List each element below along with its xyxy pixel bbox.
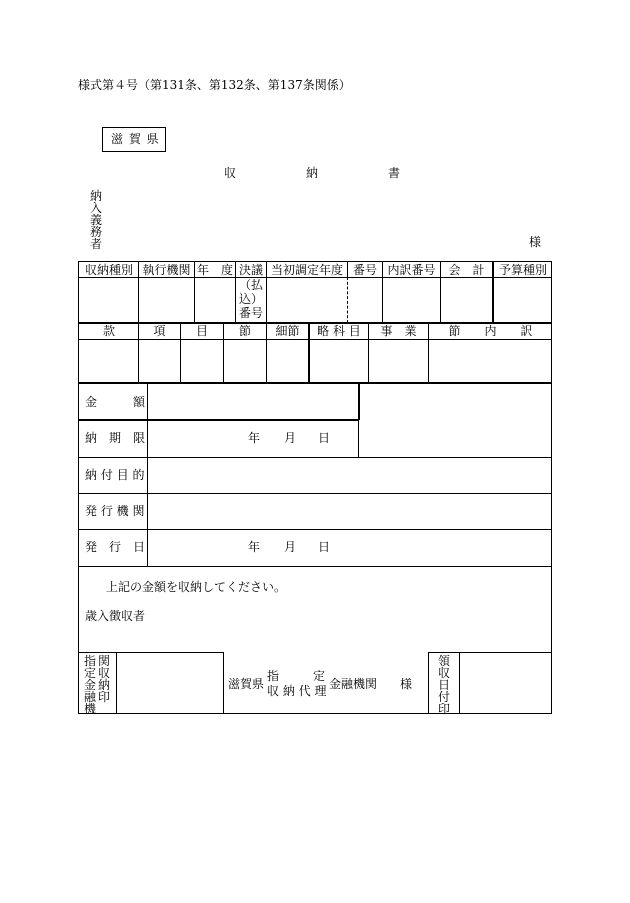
- issue-year-unit: 年: [248, 540, 261, 554]
- header-uchiwake-bango: 内訳番号: [387, 263, 436, 277]
- rule: [78, 382, 552, 384]
- deadline-label: 納 期 限: [85, 431, 146, 445]
- header-shunou-shubetsu: 収納種別: [84, 263, 133, 277]
- rule: [78, 457, 552, 458]
- rule: [358, 420, 359, 458]
- prefecture-label: 滋 賀 県: [111, 132, 160, 146]
- notice-text: 上記の金額を収納してください。: [106, 580, 287, 594]
- issue-day-unit: 日: [318, 540, 331, 554]
- rule: [347, 277, 348, 323]
- deadline-day-unit: 日: [318, 431, 331, 445]
- rule: [78, 277, 552, 278]
- rule: [358, 383, 360, 420]
- rule: [428, 652, 552, 653]
- header-nendo: 年 度: [196, 263, 233, 277]
- header-kan: 款: [102, 324, 115, 338]
- bottom-kinyu: 金融機関: [329, 677, 378, 691]
- bottom-prefix: 滋賀県: [228, 677, 265, 691]
- header-ketsugi: 決議: [238, 263, 263, 277]
- header-moku: 目: [195, 324, 208, 338]
- issuer-label: 発 行 機 関: [85, 504, 145, 518]
- bottom-sama: 様: [400, 677, 413, 691]
- header-tosho-chotei-nendo: 当初調定年度: [270, 263, 343, 277]
- rule: [223, 652, 224, 714]
- header-bango: 番号: [352, 263, 377, 277]
- rule: [147, 383, 148, 566]
- kessai-sub-3: 番号: [238, 306, 263, 320]
- header-setsu-uchiwake: 節 内 訳: [448, 324, 533, 338]
- issue-month-unit: 月: [284, 540, 297, 554]
- rule: [78, 419, 359, 421]
- rule: [78, 652, 224, 653]
- header-yosan-shubetsu: 予算種別: [498, 263, 547, 277]
- amount-label: 金 額: [85, 395, 146, 409]
- kessai-sub-2: 込）: [238, 292, 263, 306]
- payer-honorific: 様: [529, 235, 542, 249]
- rule: [428, 652, 429, 714]
- bottom-left-col1: 指定金融機: [84, 654, 97, 716]
- receipt-stamp-label: 領収日付印: [438, 654, 451, 716]
- bottom-left-col2: 関収納印: [98, 654, 111, 704]
- rule: [78, 566, 552, 567]
- deadline-year-unit: 年: [248, 431, 261, 445]
- title-char-3: 書: [388, 166, 401, 180]
- bottom-shitei-2: 定: [313, 669, 326, 683]
- rule: [78, 339, 552, 340]
- header-ryaku-kamoku: 略 科 目: [317, 324, 361, 338]
- title-char-2: 納: [306, 166, 319, 180]
- header-kaikei: 会 計: [448, 263, 485, 277]
- kessai-sub-1: （払: [238, 278, 263, 292]
- collector-label: 歳入徴収者: [85, 609, 146, 623]
- header-jigyo: 事 業: [380, 324, 417, 338]
- header-saisetsu: 細節: [275, 324, 300, 338]
- purpose-label: 納 付 目 的: [85, 468, 145, 482]
- rule: [116, 652, 117, 714]
- deadline-month-unit: 月: [284, 431, 297, 445]
- rule: [459, 652, 460, 714]
- issue-date-label: 発 行 日: [85, 540, 146, 554]
- title-char-1: 収: [224, 166, 237, 180]
- form-number: 様式第４号（第131条、第132条、第137条関係）: [78, 78, 351, 92]
- header-ko: 項: [153, 324, 166, 338]
- header-setsu: 節: [238, 324, 251, 338]
- header-shikko-kikan: 執行機関: [142, 263, 191, 277]
- rule: [78, 529, 552, 530]
- bottom-shitei-1: 指: [267, 669, 280, 683]
- rule: [78, 493, 552, 494]
- bottom-daiiri: 収 納 代 理: [267, 684, 327, 698]
- prefecture-box: [102, 127, 166, 152]
- payer-label: 納入義務者: [90, 189, 103, 251]
